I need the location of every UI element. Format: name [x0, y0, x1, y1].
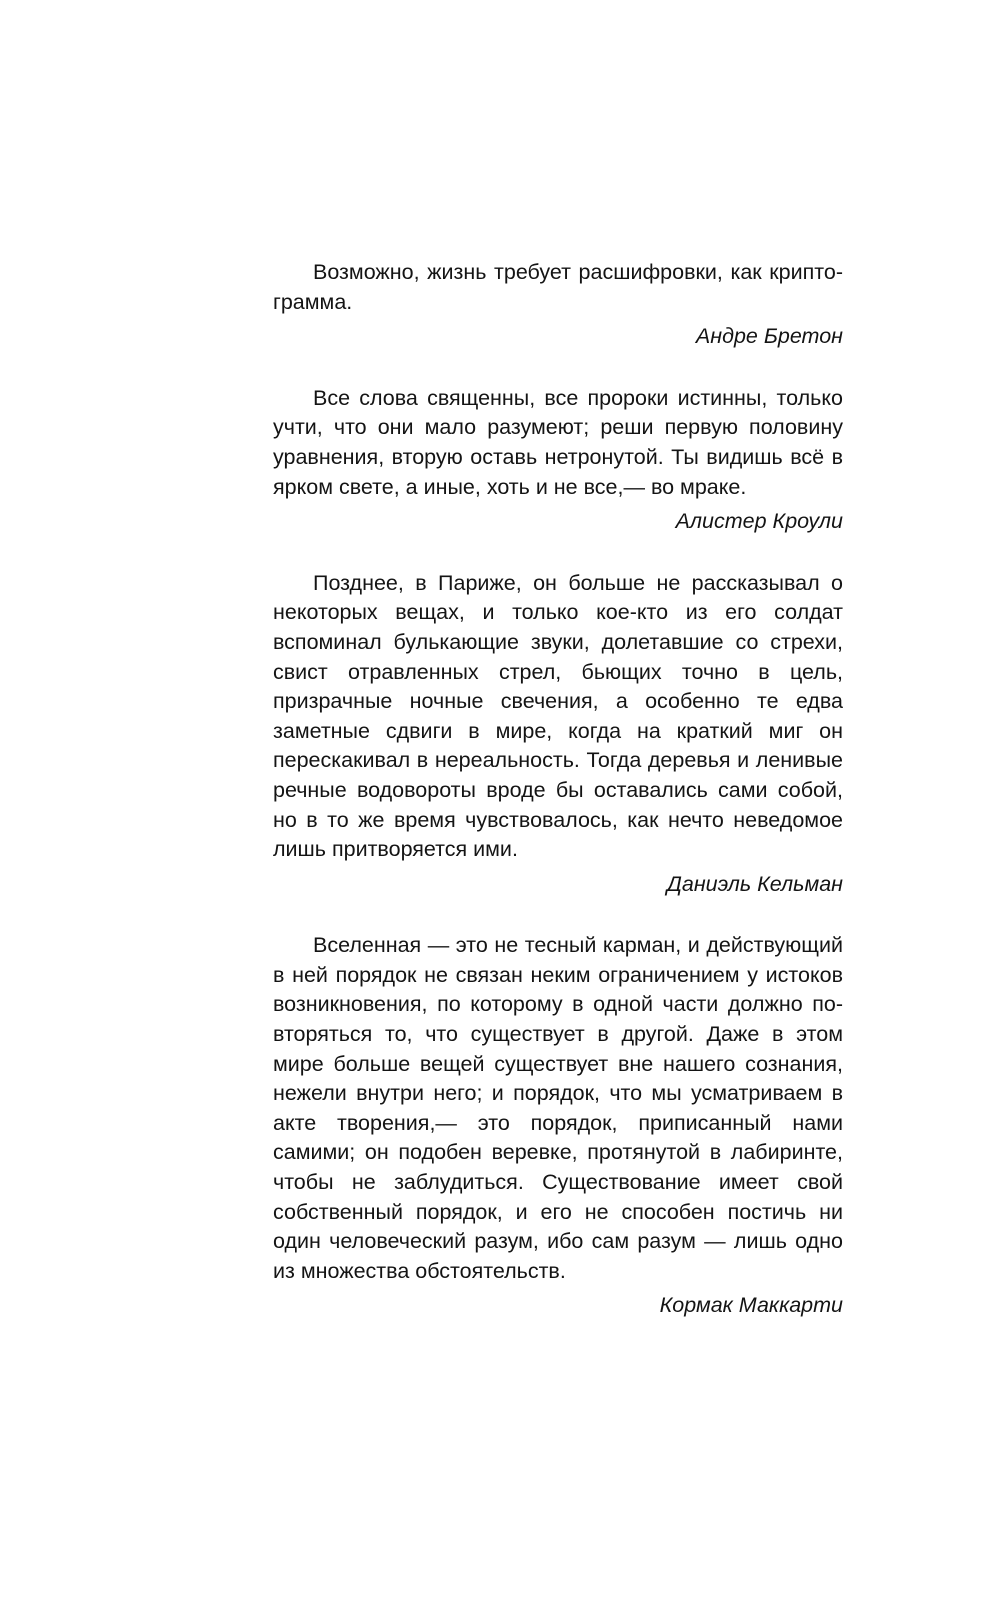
epigraph-breton — [273, 258, 843, 352]
epigraph-mccarthy — [273, 931, 843, 1321]
epigraph-author: Андре Бретон — [695, 324, 843, 349]
epigraph-crowley — [273, 384, 843, 537]
epigraph-quote: Позднее, в Париже, он больше не рассказывал о некоторых вещах, и только кое-кто из его солдат вспоминал булькающие звуки, долетавшие со стрехи, свист отравленных стрел, бьющих точно в цель, призрачные ночные свечения, а особенно те едва заметные сдвиги в мире, когда на краткий миг он перескакивал в нереальность. Тогда деревья и ленивые речные водовороты вроде бы оставались сами собой, но в то же время чувствовалось, как нечто неведомое лишь притворяется ими. — [273, 570, 843, 862]
epigraph-quote: Вселенная — это не тесный карман, и действующий в ней порядок не связан неким ограничением у истоков возникновения, по которому в одной части должно повторяться то, что существует в другой. Даже в этом мире больше вещей существует вне нашего сознания, нежели внутри него; и порядок, что мы усматриваем в акте творения,— это порядок, приписанный нами самими; он подобен веревке, протянутой в лабиринте, чтобы не заблудиться. Существование имеет свой собственный порядок, и его не способен постичь ни один человеческий разум, ибо сам разум — лишь одно из множества обстоятельств. — [273, 933, 843, 1283]
epigraph-quote: Возможно, жизнь требует расшифровки, как криптограмма. — [273, 260, 843, 314]
epigraph-author: Кормак Маккарти — [659, 1293, 843, 1318]
epigraph-author: Алистер Кроули — [675, 509, 843, 534]
epigraph-kehlmann — [273, 569, 843, 900]
epigraph-author: Даниэль Кельман — [666, 871, 843, 896]
epigraph-quote: Все слова священны, все пророки истинны, только учти, что они мало разумеют; реши первую половину уравнения, вторую оставь нетронутой. Ты видишь всё в ярком свете, а иные, хоть и не все,— во мраке. — [273, 385, 843, 499]
epigraph-list — [273, 258, 843, 1321]
